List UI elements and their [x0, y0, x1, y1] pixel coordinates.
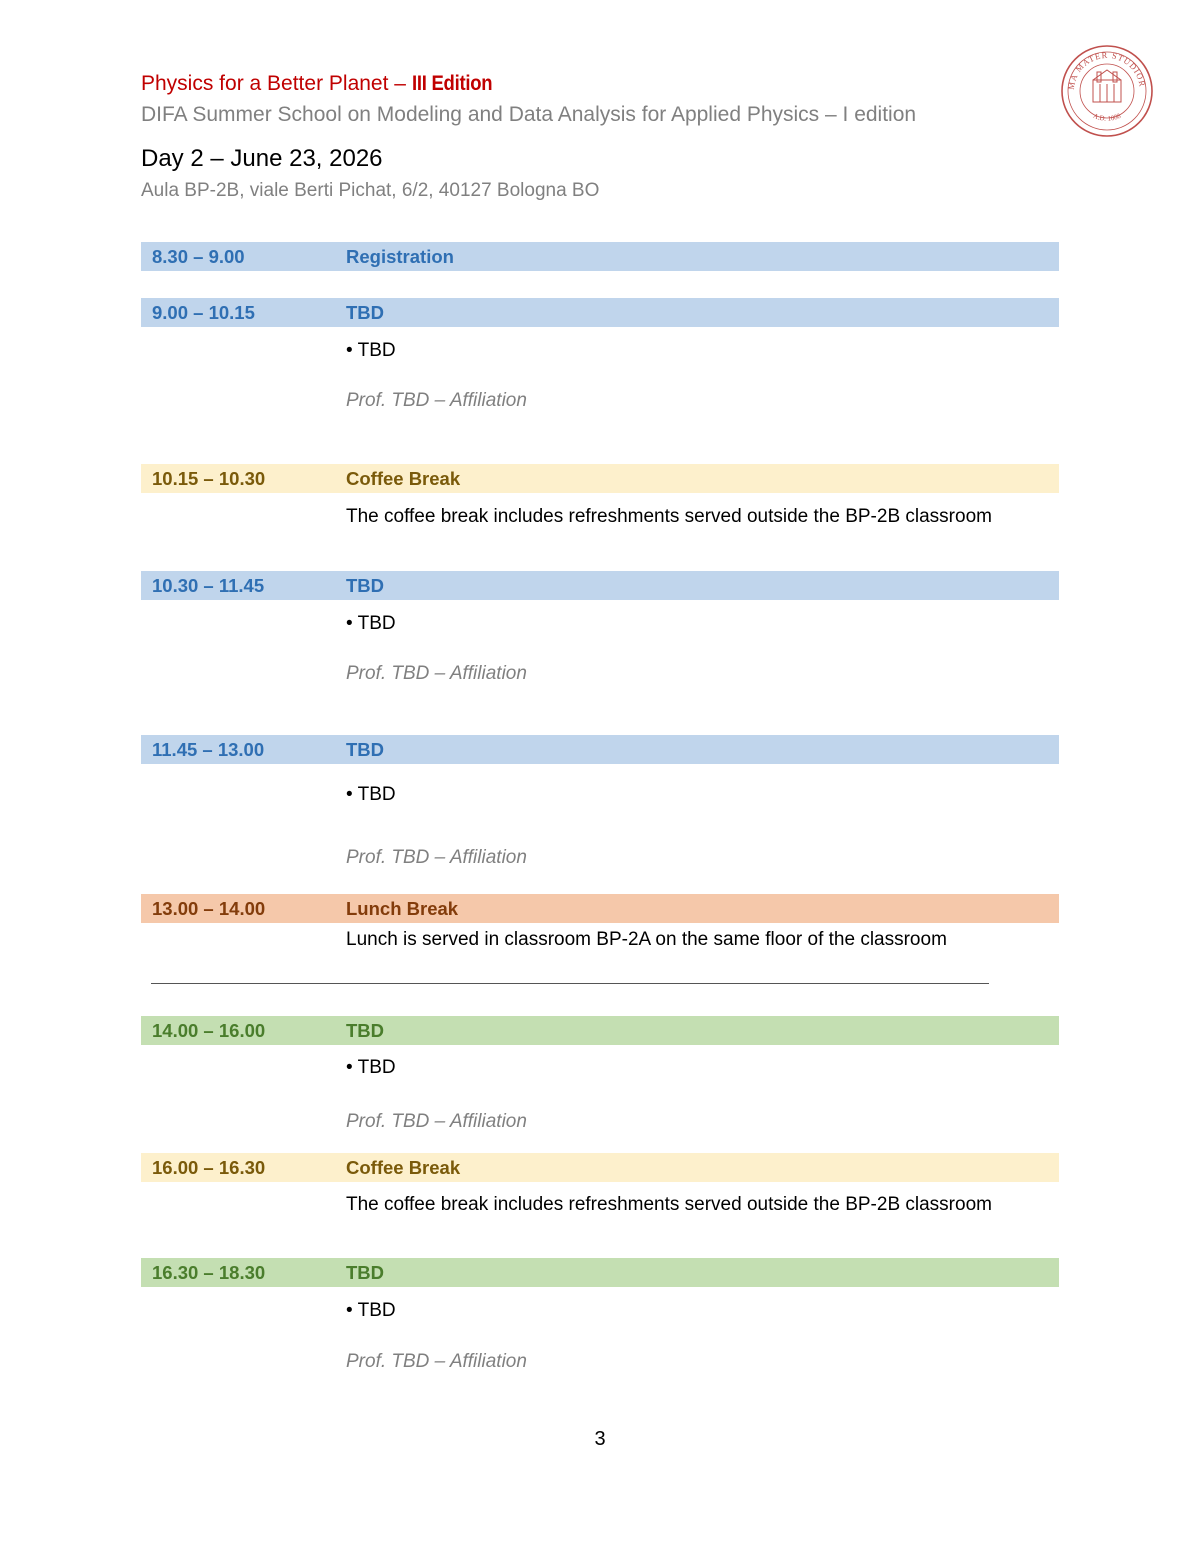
slot-description: The coffee break includes refreshments served outside the BP-2B classroom: [346, 506, 992, 527]
schedule-slot-bar: [141, 735, 1059, 764]
slot-title: TBD: [346, 1262, 385, 1283]
seal-text-top: MA MATER STUDIOR: [1065, 49, 1148, 91]
slot-time: 10.30 – 11.45: [152, 575, 265, 596]
program-title: [141, 72, 503, 96]
slot-title: Lunch Break: [346, 898, 459, 919]
slot-time: 14.00 – 16.00: [152, 1020, 266, 1041]
schedule-slot-bar: [141, 1153, 1059, 1182]
slot-topic-bullet: • TBD: [346, 1057, 396, 1078]
schedule-slot-bar: [141, 242, 1059, 271]
slot-speaker: Prof. TBD – Affiliation: [346, 1351, 527, 1372]
program-edition: III Edition: [411, 72, 493, 95]
slot-topic-bullet: • TBD: [346, 1300, 396, 1321]
schedule-slot-bar: [141, 571, 1059, 600]
slot-title: Registration: [346, 246, 454, 267]
slot-time: 11.45 – 13.00: [152, 739, 265, 760]
slot-time: 16.00 – 16.30: [152, 1157, 266, 1178]
slot-time: 16.30 – 18.30: [152, 1262, 266, 1283]
schedule-slot-bar: [141, 1258, 1059, 1287]
schedule-slot-bar: [141, 894, 1059, 923]
slot-topic-bullet: • TBD: [346, 340, 396, 361]
program-subtitle: DIFA Summer School on Modeling and Data Analysis for Applied Physics – I edition: [141, 103, 917, 126]
slot-time: 10.15 – 10.30: [152, 468, 266, 489]
schedule-slot-bar: [141, 464, 1059, 493]
slot-speaker: Prof. TBD – Affiliation: [346, 663, 527, 684]
slot-description: Lunch is served in classroom BP-2A on the same floor of the classroom: [346, 929, 947, 950]
venue-address: Aula BP-2B, viale Berti Pichat, 6/2, 40127 Bologna BO: [141, 180, 600, 201]
university-seal-icon: [1060, 44, 1154, 138]
slot-time: 13.00 – 14.00: [152, 898, 266, 919]
svg-text:ALMA MATER STUDIORUM: [1060, 44, 1148, 90]
slot-title: Coffee Break: [346, 1157, 461, 1178]
slot-time: 8.30 – 9.00: [152, 246, 245, 267]
slot-title: TBD: [346, 575, 385, 596]
slot-title: TBD: [346, 739, 385, 760]
slot-title: Coffee Break: [346, 468, 461, 489]
slot-speaker: Prof. TBD – Affiliation: [346, 1111, 527, 1132]
slot-time: 9.00 – 10.15: [152, 302, 255, 323]
section-divider: [151, 983, 989, 984]
slot-speaker: Prof. TBD – Affiliation: [346, 847, 527, 868]
slot-title: TBD: [346, 1020, 385, 1041]
slot-description: The coffee break includes refreshments served outside the BP-2B classroom: [346, 1194, 992, 1215]
slot-topic-bullet: • TBD: [346, 613, 396, 634]
slot-topic-bullet: • TBD: [346, 784, 396, 805]
seal-text-bottom: A.D. 1088: [1092, 111, 1123, 123]
slot-speaker: Prof. TBD – Affiliation: [346, 390, 527, 411]
schedule-slot-bar: [141, 1016, 1059, 1045]
slot-title: TBD: [346, 302, 385, 323]
program-title-text: Physics for a Better Planet –: [141, 72, 412, 95]
page-number: 3: [594, 1428, 606, 1450]
svg-text:A.D. 1088: [1092, 112, 1122, 123]
day-title: Day 2 – June 23, 2026: [141, 145, 383, 172]
schedule-slot-bar: [141, 298, 1059, 327]
